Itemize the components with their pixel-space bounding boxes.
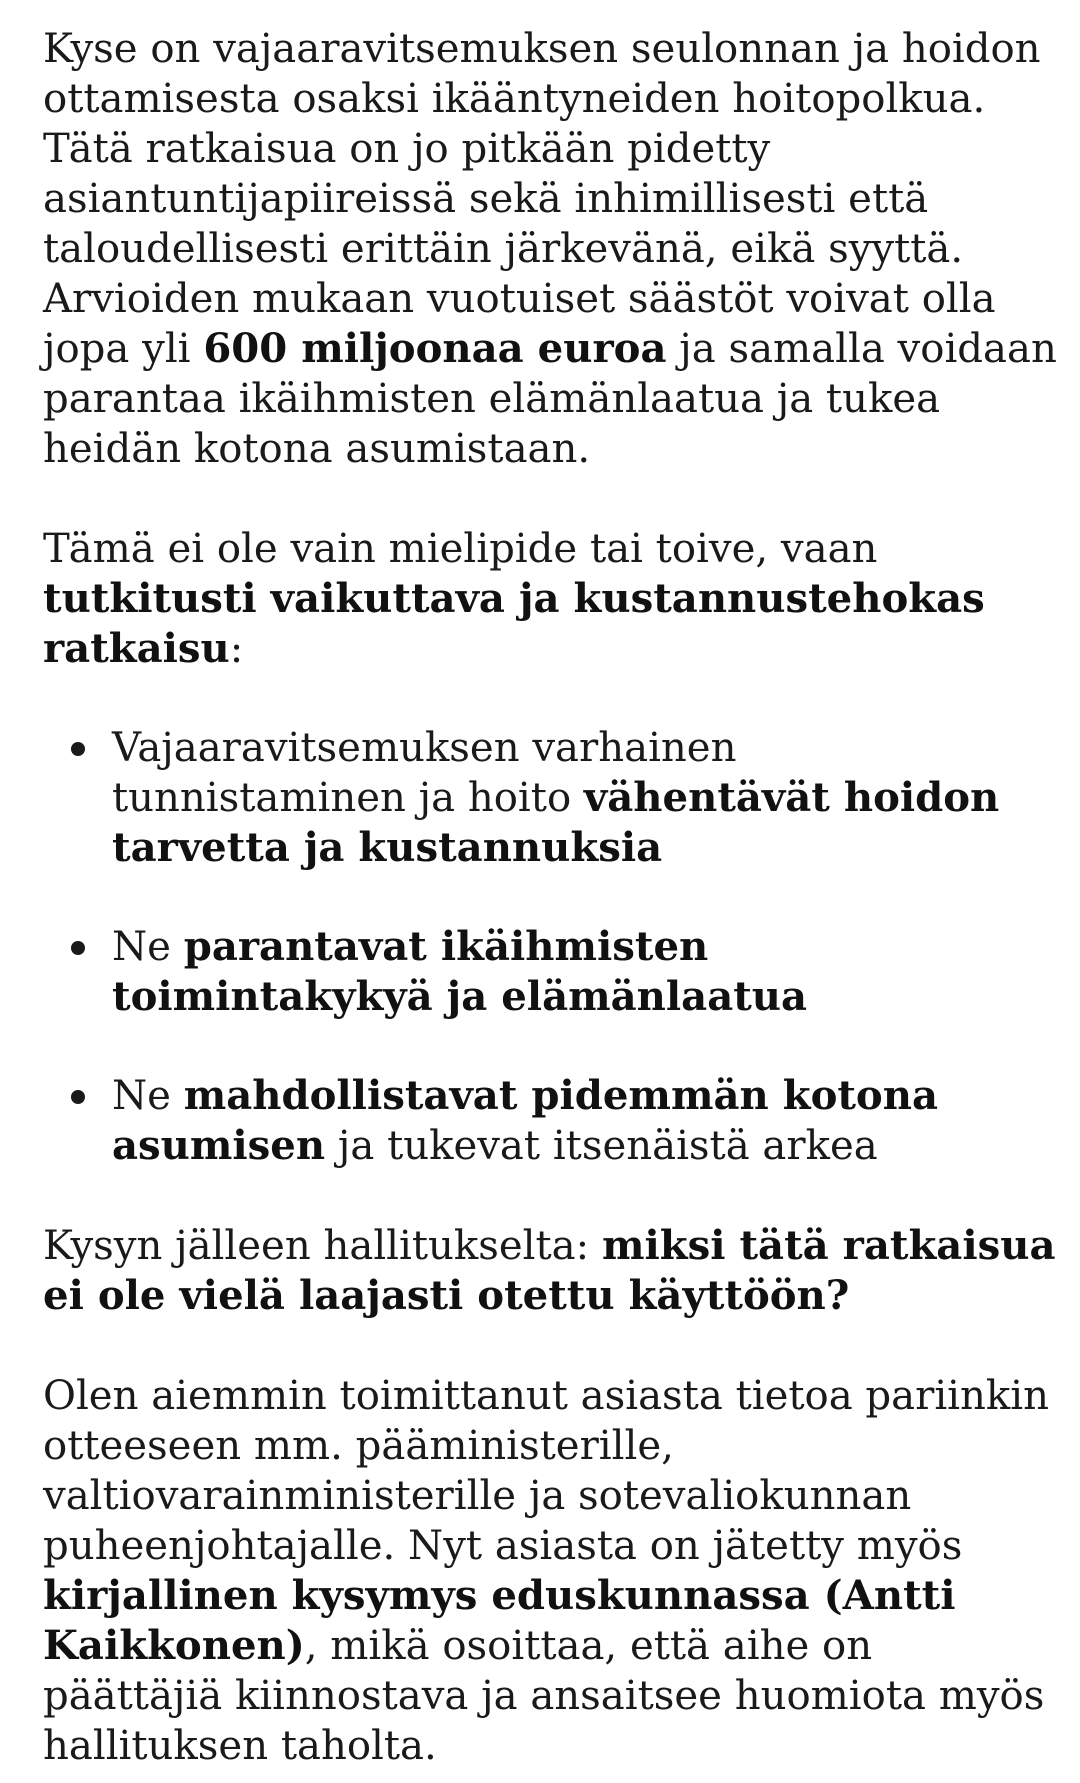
paragraph-text: Olen aiemmin toimittanut asiasta tietoa pariinkin otteeseen mm. pääministerille, valtiovarainministerille ja sotevaliokunnan puheenjohtajalle. Nyt asiasta on jätetty myös	[43, 1373, 1050, 1569]
written-question-reference: kirjallinen kysymys eduskunnassa (Antti Kaikkonen)	[43, 1572, 956, 1669]
list-item-emphasis: mahdollistavat pidemmän kotona asumisen	[112, 1072, 938, 1169]
paragraph-text: Kysyn jälleen hallitukselta:	[43, 1223, 602, 1269]
paragraph-text: Tämä ei ole vain mielipide tai toive, vaan	[43, 526, 878, 572]
article-body	[43, 24, 1058, 1771]
list-item-text: ja tukevat itsenäistä arkea	[325, 1123, 878, 1169]
paragraph-text: , mikä osoittaa, että aihe on päättäjiä kiinnostava ja ansaitsee huomiota myös hallituksen taholta.	[43, 1623, 1045, 1769]
paragraph-background	[43, 1371, 1058, 1771]
bullet-icon	[71, 1090, 85, 1104]
emphasis-text: tutkitusti vaikuttava ja kustannustehokas ratkaisu	[43, 575, 985, 672]
list-item	[43, 1071, 1058, 1171]
list-item	[43, 723, 1058, 873]
list-item-emphasis: vähentävät hoidon tarvetta ja kustannuksia	[112, 774, 1000, 871]
paragraph-savings	[43, 24, 1058, 474]
paragraph-text: ja samalla voidaan parantaa ikäihmisten elämänlaatua ja tukea heidän kotona asumistaan.	[43, 326, 1057, 472]
question-text: miksi tätä ratkaisua ei ole vielä laajasti otettu käyttöön?	[43, 1222, 1056, 1319]
savings-amount: 600 miljoonaa euroa	[203, 325, 667, 372]
list-item-emphasis: parantavat ikäihmisten toimintakykyä ja elämänlaatua	[112, 923, 808, 1020]
bullet-icon	[71, 742, 85, 756]
benefits-list	[43, 723, 1058, 1171]
paragraph-question	[43, 1221, 1058, 1321]
bullet-icon	[71, 941, 85, 955]
list-item-text: Ne	[112, 924, 184, 970]
list-item-text: Ne	[112, 1073, 184, 1119]
paragraph-text: :	[229, 626, 244, 672]
list-item-text: Vajaaravitsemuksen varhainen tunnistaminen ja hoito	[112, 725, 737, 821]
paragraph-text: Kyse on vajaaravitsemuksen seulonnan ja hoidon ottamisesta osaksi ikääntyneiden hoitopolkua. Tätä ratkaisua on jo pitkään pidetty asiantuntijapiireissä sekä inhimillisesti että taloudellisesti erittäin järkevänä, eikä syyttä. Arvioiden mukaan vuotuiset säästöt voivat olla jopa yli	[43, 26, 1041, 372]
list-item	[43, 922, 1058, 1022]
paragraph-evidence	[43, 524, 1058, 674]
